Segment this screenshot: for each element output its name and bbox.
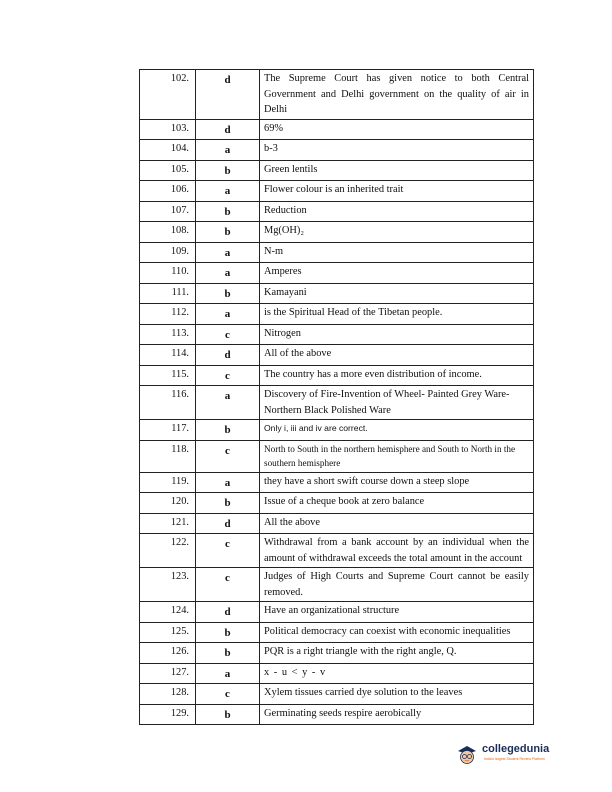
logo-tagline: India's largest Student Review Platform	[484, 757, 545, 761]
answer-option: a	[196, 181, 260, 202]
answer-option: b	[196, 643, 260, 664]
question-number: 123.	[140, 568, 196, 602]
answer-option: b	[196, 420, 260, 441]
question-number: 106.	[140, 181, 196, 202]
question-number: 107.	[140, 201, 196, 222]
table-row	[140, 304, 534, 325]
table-row	[140, 283, 534, 304]
table-row	[140, 440, 534, 472]
answer-text: b-3	[260, 140, 534, 161]
answer-text: The Supreme Court has given notice to both Central Government and Delhi government on the quality of air in Delhi	[260, 70, 534, 120]
answer-option: b	[196, 222, 260, 243]
logo-brand-name: collegedunia	[482, 743, 550, 755]
answer-text: x - u < y - v	[260, 663, 534, 684]
question-number: 109.	[140, 242, 196, 263]
answer-option: a	[196, 304, 260, 325]
question-number: 105.	[140, 160, 196, 181]
table-row	[140, 643, 534, 664]
answer-option: d	[196, 513, 260, 534]
table-row	[140, 119, 534, 140]
answer-text: Amperes	[260, 263, 534, 284]
table-row	[140, 386, 534, 420]
answer-option: c	[196, 440, 260, 472]
answer-text: All the above	[260, 513, 534, 534]
table-row	[140, 345, 534, 366]
answer-text: Only i, iii and iv are correct.	[260, 420, 534, 441]
table-row	[140, 242, 534, 263]
answer-option: b	[196, 622, 260, 643]
table-row	[140, 201, 534, 222]
answer-text: Reduction	[260, 201, 534, 222]
answer-text: The country has a more even distribution of income.	[260, 365, 534, 386]
answer-text: Xylem tissues carried dye solution to the leaves	[260, 684, 534, 705]
answer-option: c	[196, 365, 260, 386]
question-number: 119.	[140, 472, 196, 493]
answer-option: a	[196, 386, 260, 420]
question-number: 110.	[140, 263, 196, 284]
answer-option: d	[196, 70, 260, 120]
question-number: 121.	[140, 513, 196, 534]
answer-option: b	[196, 704, 260, 725]
question-number: 120.	[140, 493, 196, 514]
answer-text: Germinating seeds respire aerobically	[260, 704, 534, 725]
mascot-face-icon	[455, 742, 479, 766]
table-row	[140, 181, 534, 202]
answer-text: Mg(OH)₂	[260, 222, 534, 243]
answer-option: b	[196, 201, 260, 222]
table-row	[140, 602, 534, 623]
answer-text: North to South in the northern hemisphere and South to North in the southern hemisphere	[260, 440, 534, 472]
table-row	[140, 140, 534, 161]
answer-option: a	[196, 472, 260, 493]
question-number: 127.	[140, 663, 196, 684]
answer-option: b	[196, 493, 260, 514]
table-row	[140, 534, 534, 568]
question-number: 116.	[140, 386, 196, 420]
table-row	[140, 513, 534, 534]
question-number: 112.	[140, 304, 196, 325]
question-number: 122.	[140, 534, 196, 568]
question-number: 103.	[140, 119, 196, 140]
answer-text: N-m	[260, 242, 534, 263]
table-row	[140, 472, 534, 493]
question-number: 125.	[140, 622, 196, 643]
answer-text: Political democracy can coexist with economic inequalities	[260, 622, 534, 643]
answer-text: Have an organizational structure	[260, 602, 534, 623]
answer-key-table	[139, 69, 534, 725]
question-number: 115.	[140, 365, 196, 386]
answer-text: PQR is a right triangle with the right angle, Q.	[260, 643, 534, 664]
answer-option: c	[196, 684, 260, 705]
answer-text: All of the above	[260, 345, 534, 366]
table-row	[140, 222, 534, 243]
question-number: 118.	[140, 440, 196, 472]
answer-option: a	[196, 263, 260, 284]
question-number: 113.	[140, 324, 196, 345]
question-number: 108.	[140, 222, 196, 243]
answer-option: d	[196, 119, 260, 140]
answer-text: 69%	[260, 119, 534, 140]
table-row	[140, 684, 534, 705]
answer-text: they have a short swift course down a steep slope	[260, 472, 534, 493]
question-number: 124.	[140, 602, 196, 623]
answer-text: Green lentils	[260, 160, 534, 181]
answer-option: d	[196, 602, 260, 623]
question-number: 102.	[140, 70, 196, 120]
answer-text: Discovery of Fire-Invention of Wheel- Painted Grey Ware- Northern Black Polished Ware	[260, 386, 534, 420]
question-number: 126.	[140, 643, 196, 664]
table-row	[140, 324, 534, 345]
table-row	[140, 420, 534, 441]
answer-text: Nitrogen	[260, 324, 534, 345]
table-row	[140, 263, 534, 284]
answer-text: Withdrawal from a bank account by an individual when the amount of withdrawal exceeds the total amount in the account	[260, 534, 534, 568]
answer-text: Issue of a cheque book at zero balance	[260, 493, 534, 514]
table-row	[140, 160, 534, 181]
table-row	[140, 622, 534, 643]
question-number: 111.	[140, 283, 196, 304]
table-row	[140, 568, 534, 602]
answer-text: is the Spiritual Head of the Tibetan people.	[260, 304, 534, 325]
answer-option: d	[196, 345, 260, 366]
answer-text: Judges of High Courts and Supreme Court cannot be easily removed.	[260, 568, 534, 602]
answer-option: a	[196, 663, 260, 684]
question-number: 104.	[140, 140, 196, 161]
answer-text: Flower colour is an inherited trait	[260, 181, 534, 202]
table-row	[140, 493, 534, 514]
table-row	[140, 365, 534, 386]
table-row	[140, 70, 534, 120]
question-number: 128.	[140, 684, 196, 705]
answer-option: b	[196, 160, 260, 181]
answer-option: b	[196, 283, 260, 304]
question-number: 129.	[140, 704, 196, 725]
question-number: 114.	[140, 345, 196, 366]
table-row	[140, 663, 534, 684]
table-row	[140, 704, 534, 725]
answer-option: c	[196, 534, 260, 568]
question-number: 117.	[140, 420, 196, 441]
answer-option: c	[196, 324, 260, 345]
answer-option: a	[196, 140, 260, 161]
answer-option: c	[196, 568, 260, 602]
answer-option: a	[196, 242, 260, 263]
answer-text: Kamayani	[260, 283, 534, 304]
collegedunia-logo	[455, 740, 605, 780]
